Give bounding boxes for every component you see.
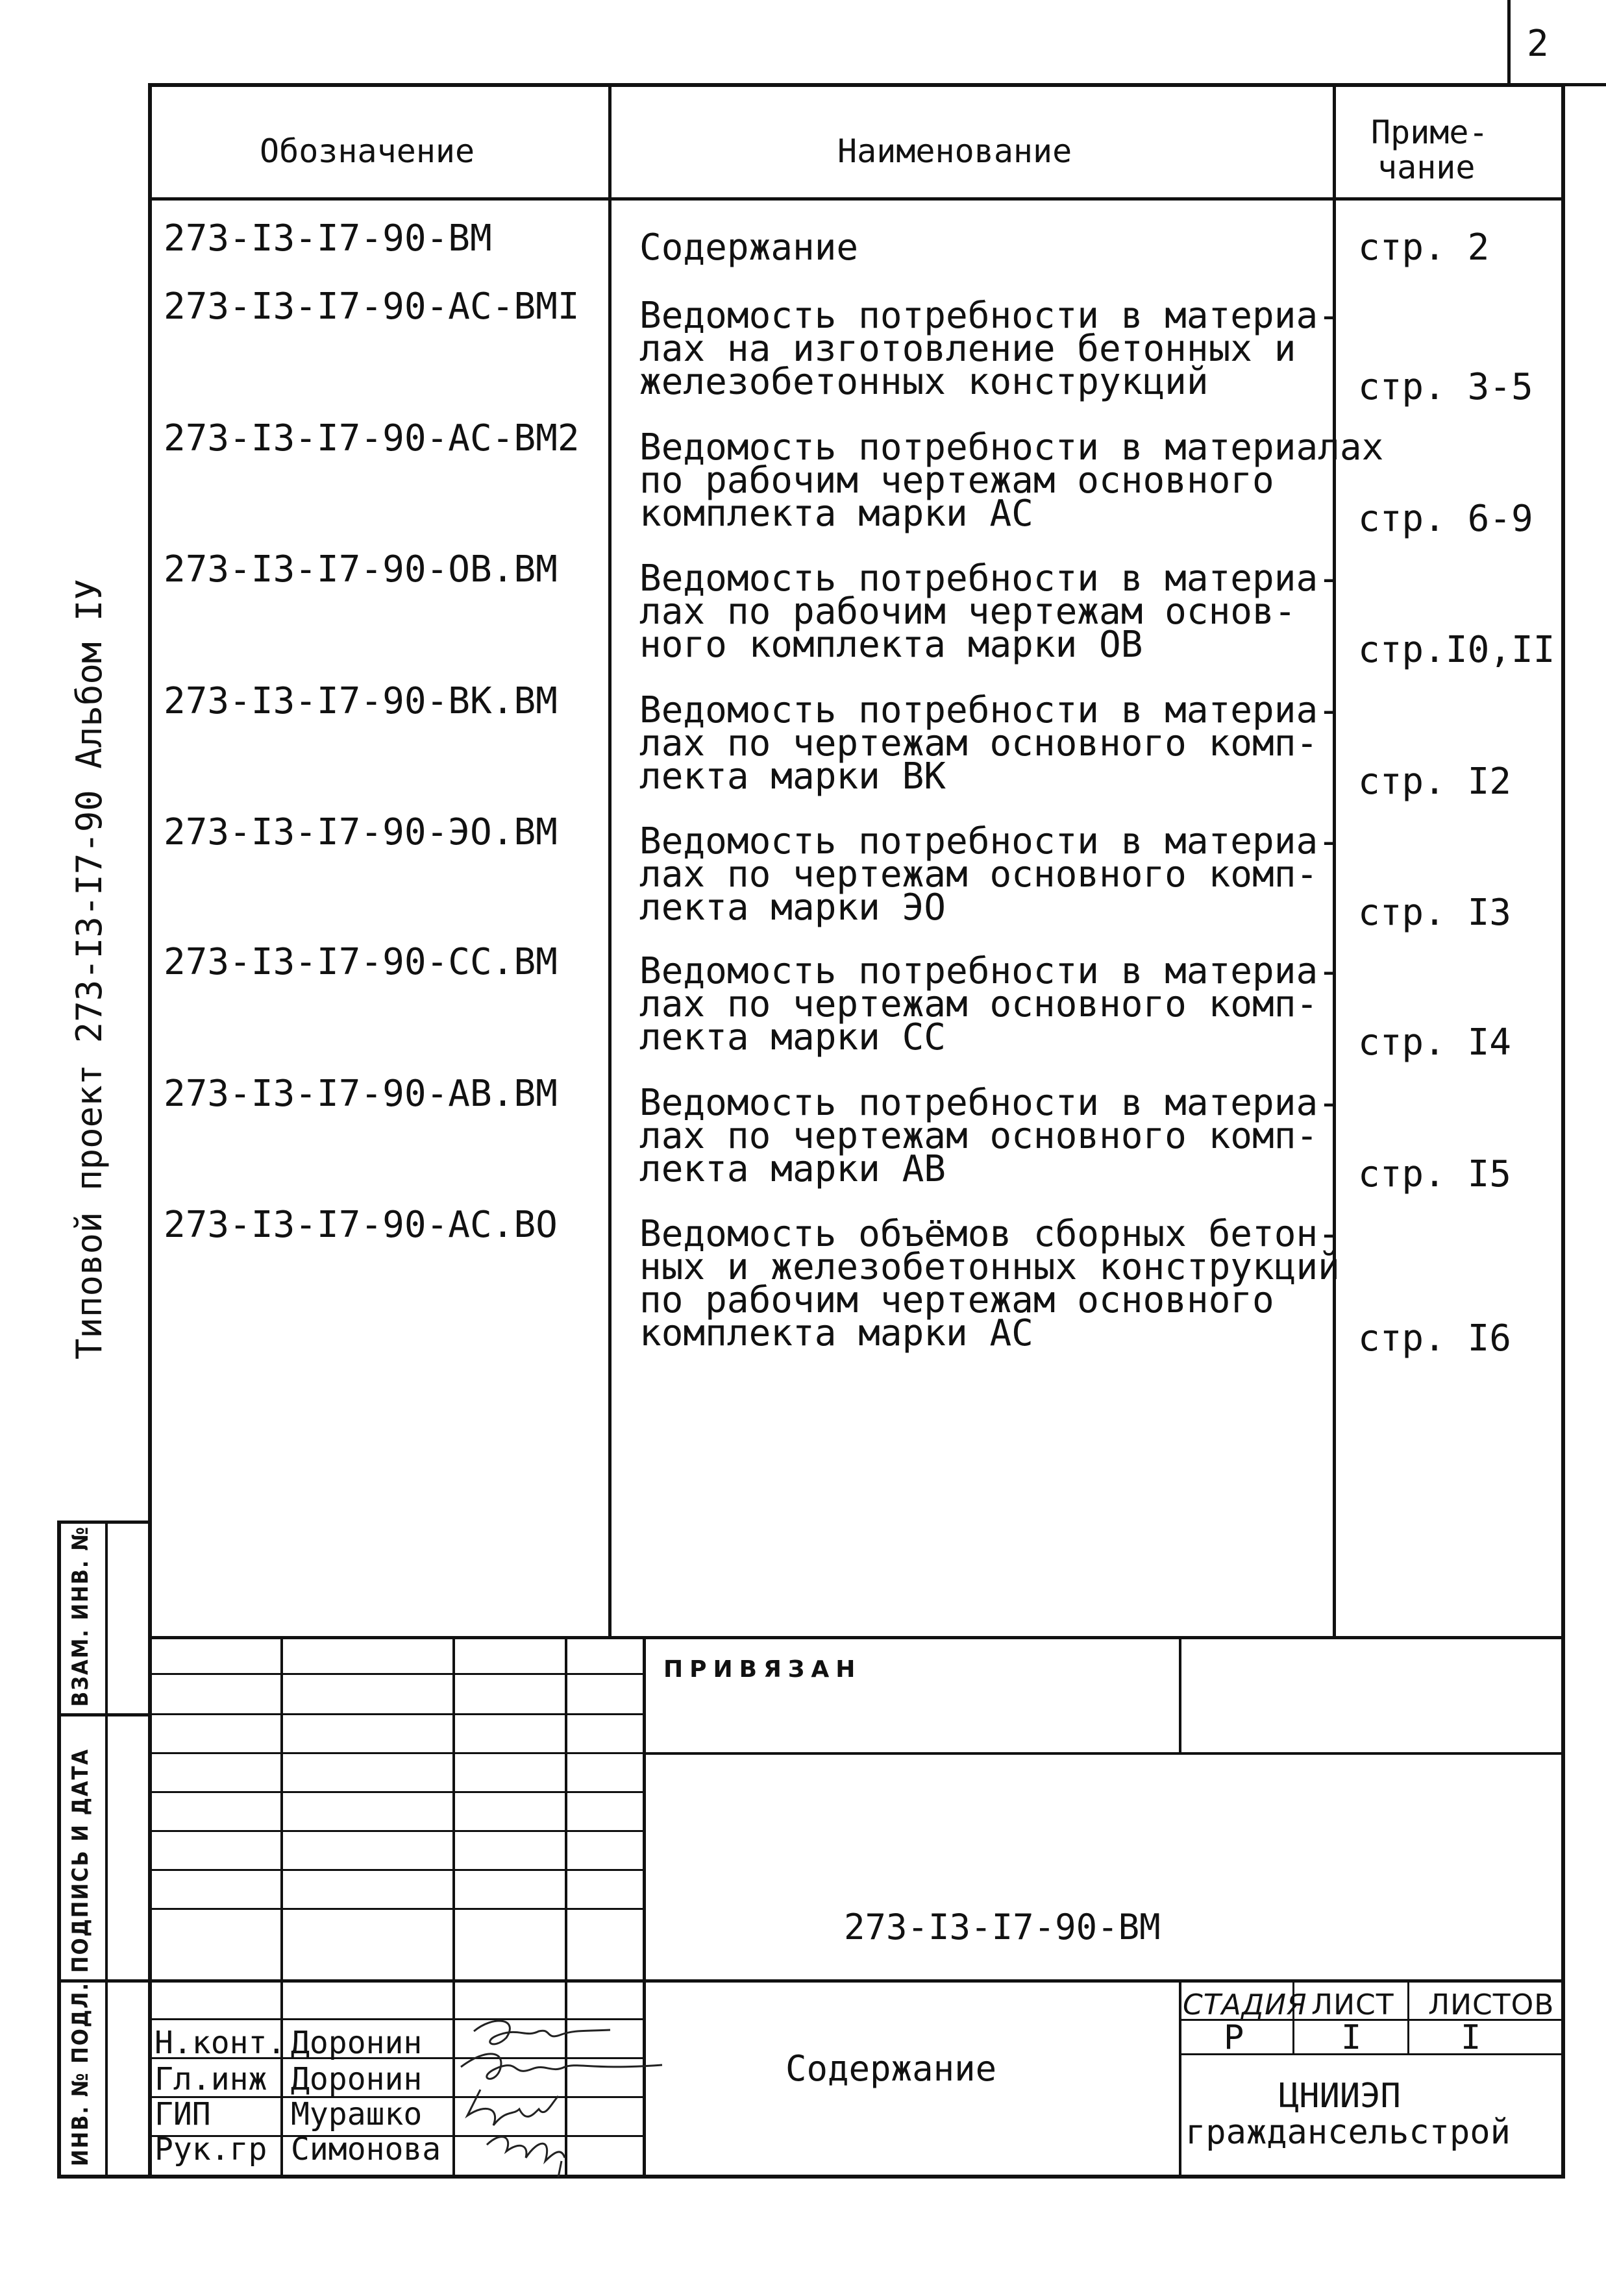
row-designation: 273-I3-I7-90-ВМ [164, 217, 492, 260]
frame-left [148, 83, 152, 2178]
row-name-line: Ведомость потребности в материалах [639, 426, 1384, 469]
header-note-line1: Приме- [1371, 114, 1489, 151]
row-name-line: железобетонных конструкций [639, 361, 1209, 403]
signer-role: Гл.инж [154, 2061, 267, 2097]
row-note: стр. I2 [1358, 761, 1512, 803]
signer-role: Рук.гр [154, 2131, 267, 2168]
row-name-line: лекта марки ЭО [639, 886, 946, 929]
row-note: стр. I5 [1358, 1153, 1512, 1195]
row-name-line: Ведомость потребности в материа- [639, 557, 1340, 600]
signer-name: Доронин [291, 2061, 423, 2097]
signer-name: Доронин [291, 2025, 423, 2061]
sheet-value: I [1341, 2018, 1362, 2057]
document-code: 273-I3-I7-90-ВМ [844, 1907, 1161, 1948]
row-designation: 273-I3-I7-90-ОВ.ВМ [164, 548, 558, 591]
stamp-podpis-data: ПОДПИСЬ И ДАТА [68, 1748, 93, 1973]
header-note-line2: чание [1377, 149, 1476, 186]
row-designation: 273-I3-I7-90-ВК.ВМ [164, 680, 558, 722]
row-name-line: Ведомость потребности в материа- [639, 689, 1340, 731]
row-designation: 273-I3-I7-90-ЭО.ВМ [164, 811, 558, 853]
signatures [448, 2012, 669, 2180]
signer-name: Мурашко [291, 2096, 423, 2132]
row-name-line: лекта марки ВК [639, 755, 946, 798]
row-note: стр. 3-5 [1358, 366, 1533, 408]
row-name-line: лах по чертежам основного комп- [639, 722, 1318, 764]
organization-line2: граждансельстрой [1185, 2113, 1511, 2152]
row-name-line: ных и железобетонных конструкций [639, 1246, 1340, 1288]
row-note: стр. I4 [1358, 1021, 1512, 1064]
row-name-line: лах по чертежам основного комп- [639, 853, 1318, 896]
row-designation: 273-I3-I7-90-СС.ВМ [164, 941, 558, 983]
row-designation: 273-I3-I7-90-АС-ВМI [164, 286, 580, 328]
sheet-number: 2 [1527, 23, 1549, 65]
row-note: стр. I6 [1358, 1317, 1512, 1360]
frame-top [148, 83, 1564, 87]
row-note: стр.I0,II [1358, 629, 1555, 671]
stage-label: СТАДИЯ [1183, 1988, 1307, 2021]
row-name-line: Содержание [639, 226, 859, 269]
row-note: стр. I3 [1358, 892, 1512, 934]
row-name-line: комплекта марки АС [639, 1312, 1033, 1354]
row-name-line: лах по чертежам основного комп- [639, 1115, 1318, 1157]
organization-line1: ЦНИИЭП [1279, 2077, 1401, 2116]
row-designation: 273-I3-I7-90-АС.ВО [164, 1204, 558, 1246]
header-designation: Обозначение [260, 132, 475, 170]
privyazan-label: ПРИВЯЗАН [663, 1656, 862, 1683]
row-name-line: Ведомость потребности в материа- [639, 1082, 1340, 1124]
row-name-line: лекта марки СС [639, 1016, 946, 1058]
stage-value: Р [1224, 2018, 1244, 2057]
stamp-vzam-inv: ВЗАМ. ИНВ. № [68, 1526, 93, 1707]
row-designation: 273-I3-I7-90-АВ.ВМ [164, 1073, 558, 1115]
row-name-line: лах на изготовление бетонных и [639, 328, 1296, 370]
row-name-line: Ведомость потребности в материа- [639, 295, 1340, 337]
frame-right [1561, 83, 1565, 2178]
sheets-value: I [1461, 2018, 1481, 2057]
side-title: Типовой проект 273-I3-I7-90 Альбом IУ [69, 579, 110, 1360]
row-name-line: Ведомость объёмов сборных бетон- [639, 1213, 1340, 1255]
signer-role: Н.конт. [154, 2025, 286, 2061]
row-name-line: комплекта марки АС [639, 493, 1033, 535]
signer-role: ГИП [154, 2096, 211, 2132]
document-title: Содержание [785, 2048, 997, 2089]
header-name: Наименование [837, 132, 1072, 170]
row-name-line: лах по чертежам основного комп- [639, 983, 1318, 1025]
row-name-line: по рабочим чертежам основного [639, 1279, 1274, 1321]
row-name-line: Ведомость потребности в материа- [639, 820, 1340, 862]
stamp-inv-podl: ИНВ. № ПОДЛ. [68, 1981, 93, 2166]
row-designation: 273-I3-I7-90-АС-ВМ2 [164, 417, 580, 459]
row-name-line: лекта марки АВ [639, 1148, 946, 1190]
sheet-label: ЛИСТ [1311, 1988, 1394, 2021]
frame-bottom [57, 2175, 1565, 2179]
row-name-line: по рабочим чертежам основного [639, 459, 1274, 502]
row-name-line: ного комплекта марки ОВ [639, 624, 1143, 666]
row-note: стр. 6-9 [1358, 498, 1533, 540]
row-name-line: Ведомость потребности в материа- [639, 950, 1340, 992]
row-name-line: лах по рабочим чертежам основ- [639, 591, 1296, 633]
row-note: стр. 2 [1358, 226, 1490, 269]
sheets-label: ЛИСТОВ [1428, 1988, 1555, 2021]
signer-name: Симонова [291, 2131, 441, 2168]
